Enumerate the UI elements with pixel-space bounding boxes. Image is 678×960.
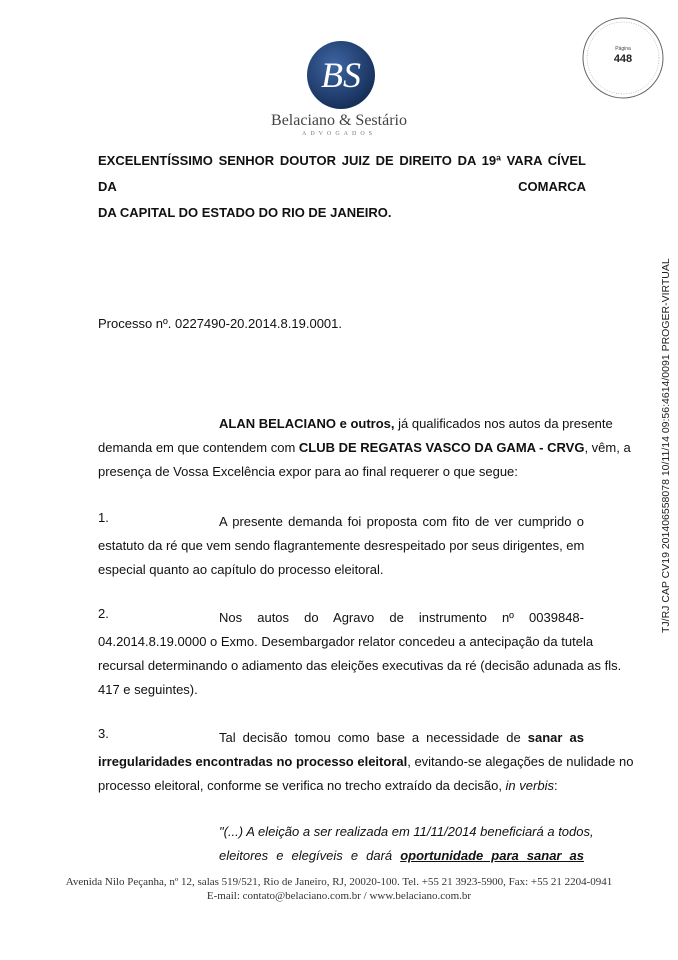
p2-line-3: recursal determinando o adiamento das eleições executivas da ré (decisão adunada as fls. [98, 658, 622, 673]
intro-line-1: já qualificados nos autos da presente [394, 416, 613, 431]
intro-line-3: presença de Vossa Excelência expor para ao final requerer o que segue: [98, 464, 518, 479]
p2-line-1: Nos autos do Agravo de instrumento nº 0039848- [219, 610, 584, 625]
intro-paragraph [98, 412, 631, 484]
p3-line-3-post: : [553, 778, 558, 793]
paragraph-3 [98, 726, 634, 798]
quote-line-2-bold: oportunidade para sanar as [400, 848, 584, 863]
p3-line-3-italic: in verbis [505, 778, 554, 793]
p3-line-1-pre: Tal decisão tomou como base a necessidade de [219, 730, 528, 745]
p3-line-2-bold: irregularidades encontradas no processo eleitoral [98, 754, 408, 769]
addressee [98, 148, 586, 226]
addressee-line-2: DA CAPITAL DO ESTADO DO RIO DE JANEIRO. [98, 205, 392, 220]
quoted-decision [219, 820, 594, 868]
stamp-page-number: 448 [613, 53, 633, 65]
p2-line-2: 04.2014.8.19.0000 o Exmo. Desembargador relator concedeu a antecipação da tutela [98, 634, 594, 649]
intro-party: ALAN BELACIANO e outros, [219, 416, 395, 431]
p1-line-1: A presente demanda foi proposta com fito de ver cumprido o [219, 514, 584, 529]
footer-address: Avenida Nilo Peçanha, nº 12, salas 519/521, Rio de Janeiro, RJ, 20020-100. Tel. +55 21 3923-5900, Fax: +55 21 2204-0941 [65, 876, 613, 888]
paragraph-1-number: 1. [98, 510, 109, 525]
stamp-page-label: Página [615, 46, 631, 52]
paragraph-3-number: 3. [98, 726, 109, 741]
paragraph-2 [98, 606, 622, 702]
p1-line-2: estatuto da ré que vem sendo flagrantemente desrespeitado por seus dirigentes, em [98, 538, 585, 553]
paragraph-2-number: 2. [98, 606, 109, 621]
quote-line-1: "(...) A eleição a ser realizada em 11/11/2014 beneficiará a todos, [219, 824, 594, 839]
firm-subtitle: ADVOGADOS [301, 131, 376, 137]
intro-club: CLUB DE REGATAS VASCO DA GAMA - CRVG [298, 440, 585, 455]
intro-line-2-post: , vêm, a [584, 440, 631, 455]
intro-line-2-pre: demanda em que contendem com [98, 440, 299, 455]
footer-contact: E-mail: contato@belaciano.com.br / www.belaciano.com.br [206, 890, 472, 902]
p3-line-1-bold: sanar as [527, 730, 584, 745]
paragraph-1 [98, 510, 584, 582]
logo-initials: BS [321, 55, 361, 95]
side-protocol-mark: TJ/RJ CAP CV19 201406558078 10/11/14 09:56:4614/0091 PROGER-VIRTUAL [660, 258, 672, 633]
p1-line-3: especial quanto ao capítulo do processo eleitoral. [98, 562, 384, 577]
p3-line-3-pre: processo eleitoral, conforme se verifica no trecho extraído da decisão, [98, 778, 506, 793]
firm-name: Belaciano & Sestário [271, 112, 407, 129]
p3-line-2-post: , evitando-se alegações de nulidade no [407, 754, 634, 769]
firm-logo [306, 40, 376, 110]
p2-line-4: 417 e seguintes). [98, 682, 198, 697]
quote-line-2-pre: eleitores e elegíveis e dará [219, 848, 401, 863]
process-number: Processo nº. 0227490-20.2014.8.19.0001. [98, 316, 342, 331]
addressee-line-1: EXCELENTÍSSIMO SENHOR DOUTOR JUIZ DE DIREITO DA 19ª VARA CÍVEL DA COMARCA [98, 153, 586, 194]
